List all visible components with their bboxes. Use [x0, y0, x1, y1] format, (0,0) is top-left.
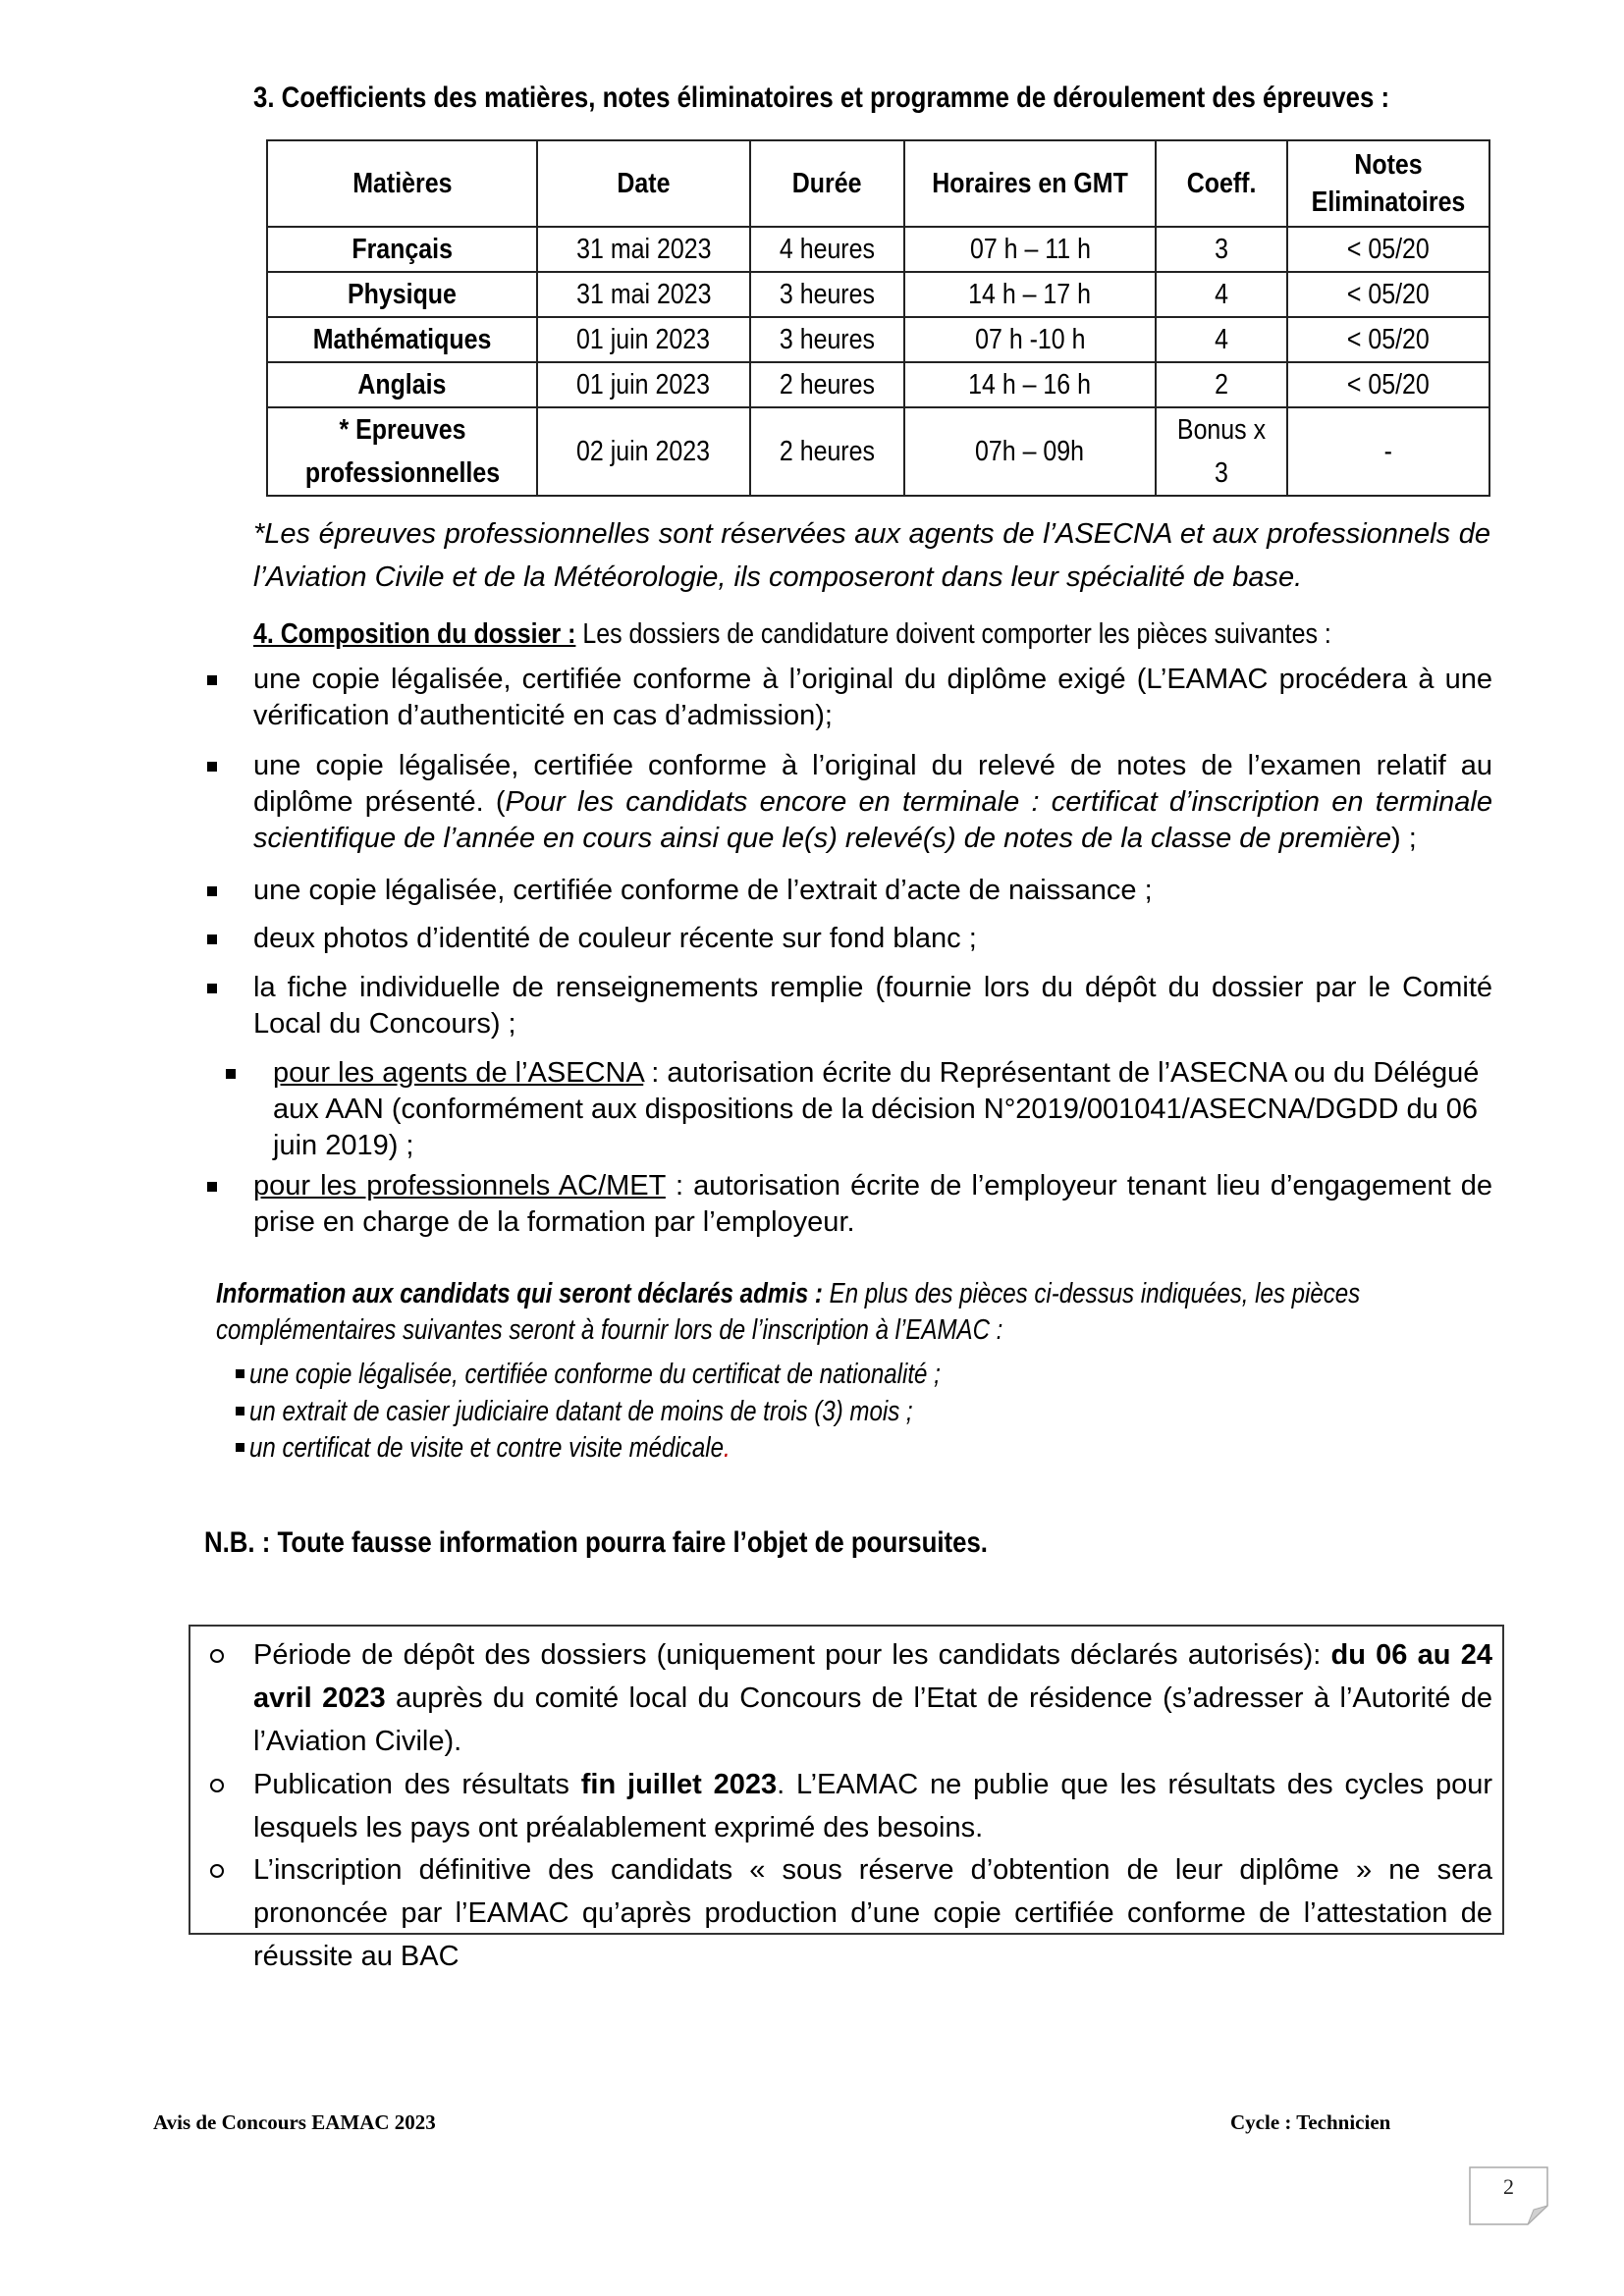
nb-warning: N.B. : Toute fausse information pourra faire l’objet de poursuites. [204, 1526, 988, 1559]
admitted-info-heading: Information aux candidats qui seront déclarés admis : [216, 1278, 823, 1309]
square-bullet-icon [207, 984, 217, 993]
table-footnote: *Les épreuves professionnelles sont réservées aux agents de l’ASECNA et aux professionnels de l’Aviation Civile et de la Météorologie, ils composeront dans leur spécialité de base. [253, 518, 1490, 593]
column-header-date: Date [537, 140, 750, 227]
list-item: un extrait de casier judiciaire datant de moins de trois (3) mois ; [236, 1394, 1049, 1430]
square-bullet-icon [207, 675, 217, 685]
table-row: * Epreuves professionnelles 02 juin 2023 2 heures 07h – 09h Bonus x 3 - [267, 407, 1489, 496]
table-row: Mathématiques 01 juin 2023 3 heures 07 h -10 h 4 < 05/20 [267, 317, 1489, 362]
footer-document-title: Avis de Concours EAMAC 2023 [153, 2110, 436, 2134]
table-row: Physique 31 mai 2023 3 heures 14 h – 17 h 4 < 05/20 [267, 272, 1489, 317]
circle-bullet-icon [210, 1779, 224, 1792]
square-bullet-icon [207, 934, 217, 944]
key-dates-notice-box: Période de dépôt des dossiers (uniquement pour les candidats déclarés autorisés): du 06 au 24 avril 2023 auprès du comité local du Concours de l’Etat de résidence (s’adresser à l’Autorité de l’Aviation Civile). Publication des résultats fin juillet 2023. L’EAMAC ne publie que les résultats des cycles pour lesquels les pays ont préalablement exprimé des besoins. L’inscription définitive des candidats « sous réserve d’obtention de leur diplôme » ne sera prononcée par l’EAMAC qu’après production d’une copie certifiée conforme de l’attestation de réussite au BAC [189, 1625, 1504, 1935]
column-header-elim: Notes Eliminatoires [1287, 140, 1489, 227]
page-number-badge [1469, 2166, 1548, 2225]
square-bullet-icon [236, 1369, 244, 1378]
exam-schedule-table [266, 139, 1490, 497]
section-4-heading: 4. Composition du dossier : [253, 618, 576, 650]
list-item: un certificat de visite et contre visite médicale. [236, 1430, 829, 1467]
circle-bullet-icon [210, 1649, 224, 1663]
column-header-hours: Horaires en GMT [904, 140, 1156, 227]
square-bullet-icon [207, 762, 217, 772]
admitted-candidates-info: Information aux candidats qui seront déclarés admis : En plus des pièces ci-dessus indiquées, les pièces complémentaires suivantes seront à fournir lors de l’inscription à l’EAMAC : une copie légalisée, certifiée conforme du certificat de nationalité ; un extrait de casier judiciaire datant de moins de trois (3) mois ; un certificat de visite et contre visite médicale. [216, 1276, 1502, 1349]
square-bullet-icon [207, 1182, 217, 1192]
column-header-coeff: Coeff. [1156, 140, 1287, 227]
square-bullet-icon [236, 1443, 244, 1452]
table-row: Anglais 01 juin 2023 2 heures 14 h – 16 h 2 < 05/20 [267, 362, 1489, 407]
column-header-subject: Matières [267, 140, 537, 227]
square-bullet-icon [207, 886, 217, 896]
section-3-heading: 3. Coefficients des matières, notes éliminatoires et programme de déroulement des épreuves : [253, 81, 1390, 114]
circle-bullet-icon [210, 1864, 224, 1878]
table-header-row [267, 140, 1489, 227]
page-number: 2 [1503, 2174, 1514, 2199]
table-row: Français 31 mai 2023 4 heures 07 h – 11 h 3 < 05/20 [267, 227, 1489, 272]
list-item: une copie légalisée, certifiée conforme du certificat de nationalité ; [236, 1357, 1082, 1393]
footer-cycle-label: Cycle : Technicien [1230, 2110, 1391, 2134]
square-bullet-icon [236, 1407, 244, 1415]
section-4-intro: 4. Composition du dossier : Les dossiers de candidature doivent comporter les pièces suivantes : [253, 618, 1331, 650]
column-header-duration: Durée [750, 140, 904, 227]
square-bullet-icon [226, 1069, 236, 1079]
